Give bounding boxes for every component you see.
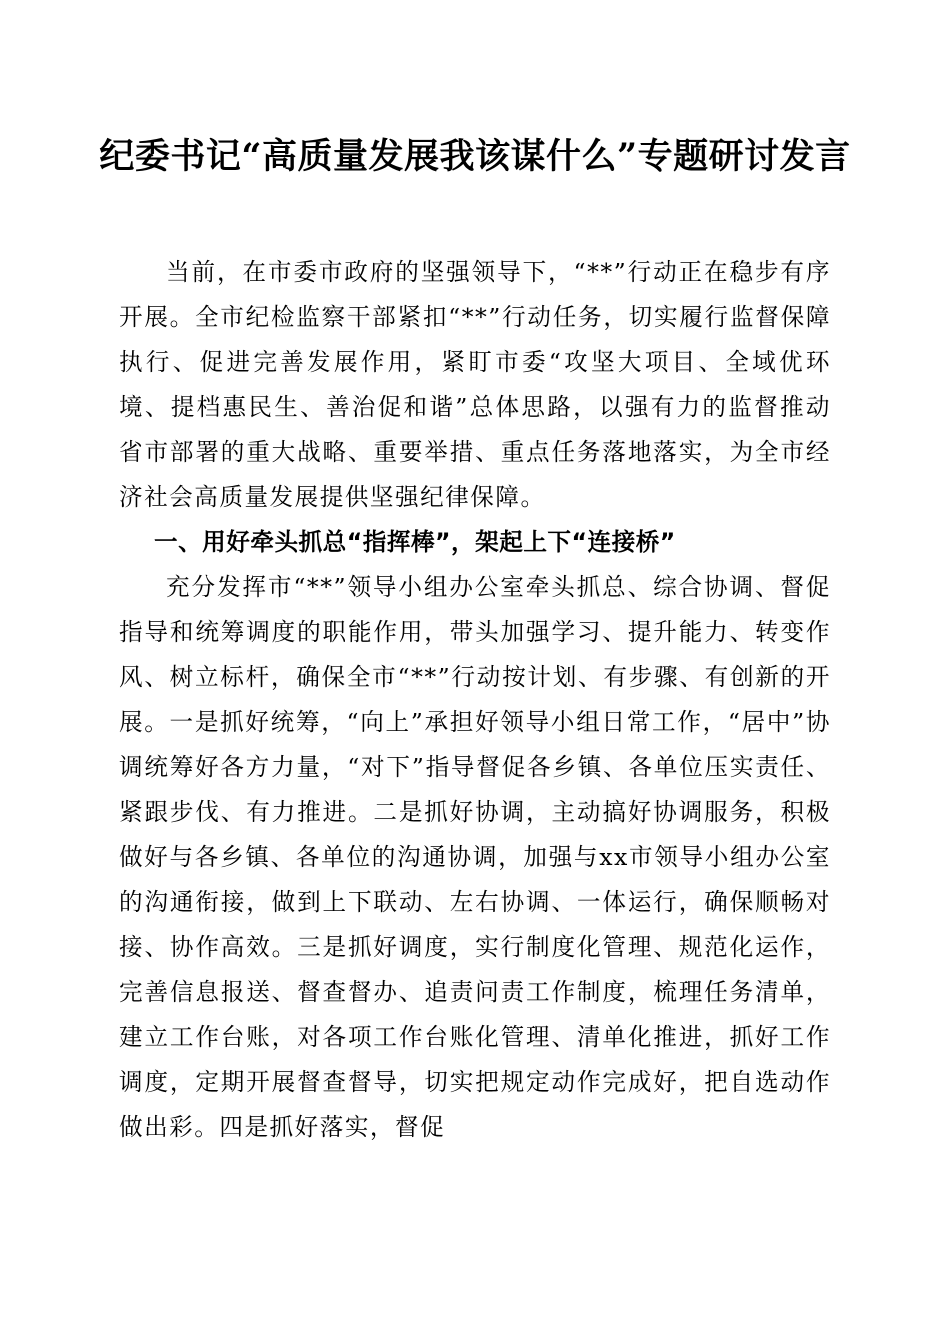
document-body [119,250,831,1150]
section-1-paragraph: 充分发挥市“**”领导小组办公室牵头抓总、综合协调、督促指导和统筹调度的职能作用，带头加强学习、提升能力、转变作风、树立标杆，确保全市“**”行动按计划、有步骤、有创新的开展。一是抓好统筹，“向上”承担好领导小组日常工作，“居中”协调统筹好各方力量，“对下”指导督促各乡镇、各单位压实责任、紧跟步伐、有力推进。二是抓好协调，主动搞好协调服务，积极做好与各乡镇、各单位的沟通协调，加强与xx市领导小组办公室的沟通衔接，做到上下联动、左右协调、一体运行，确保顺畅对接、协作高效。三是抓好调度，实行制度化管理、规范化运作，完善信息报送、督查督办、追责问责工作制度，梳理任务清单，建立工作台账，对各项工作台账化管理、清单化推进，抓好工作调度，定期开展督查督导，切实把规定动作完成好，把自选动作做出彩。四是抓好落实，督促 [119,573,831,1141]
intro-paragraph: 当前，在市委市政府的坚强领导下，“**”行动正在稳步有序开展。全市纪检监察干部紧扣“**”行动任务，切实履行监督保障执行、促进完善发展作用，紧盯市委“攻坚大项目、全域优环境、提档惠民生、善治促和谐”总体思路，以强有力的监督推动省市部署的重大战略、重要举措、重点任务落地落实，为全市经济社会高质量发展提供坚强纪律保障。 [119,258,831,511]
section-heading-1: 一、用好牵头抓总“指挥棒”，架起上下“连接桥” [154,528,676,556]
document-title: 纪委书记“高质量发展我该谋什么”专题研讨发言 [99,136,851,177]
